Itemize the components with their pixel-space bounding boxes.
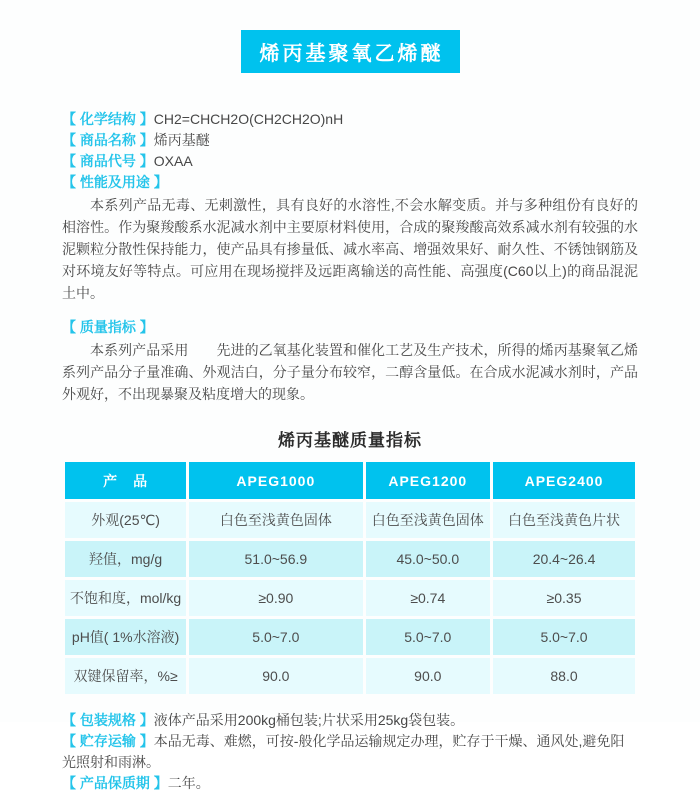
column-header-apeg2400: APEG2400 [493, 462, 635, 499]
cell-value: 白色至浅黄色固体 [366, 502, 491, 538]
column-header-product: 产 品 [65, 462, 186, 499]
cell-value: 90.0 [189, 658, 362, 694]
field-packaging-label: 【 包装规格 】 [62, 712, 154, 728]
section-quality-heading [62, 317, 638, 338]
row-label: 不饱和度，mol/kg [65, 580, 186, 616]
section-performance-heading [62, 172, 638, 193]
row-label: 羟值，mg/g [65, 541, 186, 577]
field-packaging [62, 710, 638, 731]
column-header-apeg1000: APEG1000 [189, 462, 362, 499]
cell-value: 45.0~50.0 [366, 541, 491, 577]
field-product-code-label: 【 商品代号 】 [62, 153, 154, 169]
cell-value: 90.0 [366, 658, 491, 694]
field-chemical-structure [62, 109, 638, 130]
cell-value: 5.0~7.0 [189, 619, 362, 655]
content-area [0, 73, 700, 794]
cell-value: 51.0~56.9 [189, 541, 362, 577]
field-product-name [62, 130, 638, 151]
row-label: 外观(25℃) [65, 502, 186, 538]
field-product-name-label: 【 商品名称 】 [62, 132, 154, 148]
field-storage-transport-label: 【 贮存运输 】 [62, 733, 154, 749]
field-chemical-structure-value: CH2=CHCH2O(CH2CH2O)nH [153, 111, 344, 127]
field-storage-transport-value: 本品无毒、难燃，可按-般化学品运输规定办理，贮存于干燥、通风处,避免阳光照射和雨淋。 [62, 733, 625, 770]
table-row-appearance [65, 502, 635, 538]
row-label: 双键保留率，%≥ [65, 658, 186, 694]
field-product-code-value: OXAA [153, 153, 193, 169]
page-title: 烯丙基聚氧乙烯醚 [241, 30, 460, 73]
cell-value: 白色至浅黄色片状 [493, 502, 635, 538]
table-row-unsaturation [65, 580, 635, 616]
field-storage-transport [62, 731, 638, 773]
field-shelf-life-label: 【 产品保质期 】 [62, 775, 168, 791]
quality-paragraph: 本系列产品采用 先进的乙氧基化装置和催化工艺及生产技术，所得的烯丙基聚氧乙烯系列产品分子量准确、外观洁白，分子量分布较窄，二醇含量低。在合成水泥减水剂时，产品外观好，不出现暴聚及粘度增大的现象。 [62, 342, 638, 402]
cell-value: ≥0.90 [189, 580, 362, 616]
cell-value: 白色至浅黄色固体 [189, 502, 362, 538]
section-quality-label: 【 质量指标 】 [62, 319, 154, 335]
performance-paragraph: 本系列产品无毒、无刺激性，具有良好的水溶性,不会水解变质。并与多种组份有良好的相溶性。作为聚羧酸系水泥减水剂中主要原材料使用，合成的聚羧酸高效系减水剂有较强的水泥颗粒分散性保持能力，使产品具有掺量低、减水率高、增强效果好、耐久性、不锈蚀钢筋及对环境友好等特点。可应用在现场搅拌及远距离输送的高性能、高强度(C60以上)的商品混泥土中。 [62, 197, 638, 301]
field-product-code [62, 151, 638, 172]
cell-value: 20.4~26.4 [493, 541, 635, 577]
cell-value: 5.0~7.0 [493, 619, 635, 655]
field-chemical-structure-label: 【 化学结构 】 [62, 111, 154, 127]
cell-value: ≥0.74 [366, 580, 491, 616]
footer-fields [62, 710, 638, 794]
field-product-name-value: 烯丙基醚 [153, 132, 210, 148]
table-title: 烯丙基醚质量指标 [278, 431, 422, 450]
column-header-apeg1200: APEG1200 [366, 462, 491, 499]
cell-value: 5.0~7.0 [366, 619, 491, 655]
quality-spec-table [62, 459, 638, 697]
cell-value: ≥0.35 [493, 580, 635, 616]
cell-value: 88.0 [493, 658, 635, 694]
row-label: pH值( 1%水溶液) [65, 619, 186, 655]
table-row-hydroxyl-value [65, 541, 635, 577]
table-row-double-bond-retention [65, 658, 635, 694]
table-row-ph-value [65, 619, 635, 655]
title-banner-wrap [0, 0, 700, 73]
section-performance-label: 【 性能及用途 】 [62, 174, 168, 190]
field-shelf-life-value: 二年。 [167, 775, 210, 791]
table-header-row [65, 462, 635, 499]
field-shelf-life [62, 773, 638, 794]
field-packaging-value: 液体产品采用200kg桶包装;片状采用25kg袋包装。 [153, 712, 465, 728]
